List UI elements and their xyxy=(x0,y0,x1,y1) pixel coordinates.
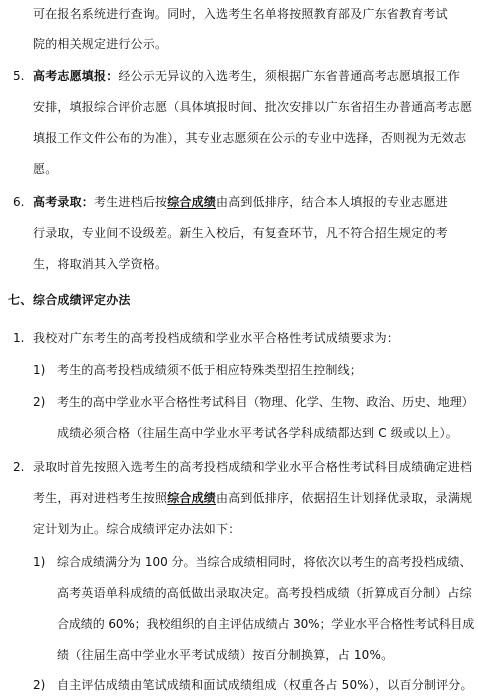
s7-item1-sub1-number: 1) xyxy=(33,363,46,377)
s7-item1-text: 我校对广东考生的高考投档成绩和学业水平合格性考试成绩要求为： xyxy=(33,331,400,345)
item5-line1-text: 经公示无异议的入选考生，须根据广东省普通高考志愿填报工作 xyxy=(118,69,461,83)
item6-line1-text-a: 考生进档后按 xyxy=(94,195,168,209)
item4-line2: 可在报名系统进行查询。同时，入选考生名单将按照教育部及广东省教育考试 xyxy=(33,7,448,21)
s7-item1-sub2-line1: 考生的高中学业水平合格性考试科目（物理、化学、生物、政治、历史、地理） xyxy=(57,395,474,409)
item5-line3: 填报工作文件公布的为准），其专业志愿须在公示的专业中选择，否则视为无效志 xyxy=(33,131,467,145)
s7-item2-line2 xyxy=(33,490,472,506)
section7-title: 综合成绩评定办法 xyxy=(33,293,131,307)
s7-item2-composite-score: 综合成绩 xyxy=(167,491,217,505)
item6-title: 高考录取： xyxy=(33,195,95,209)
item5-title: 高考志愿填报： xyxy=(33,69,119,83)
item5-line1 xyxy=(33,68,460,84)
s7-item2-sub1-line1: 综合成绩满分为 100 分。当综合成绩相同时，将依次以考生的高考投档成绩、 xyxy=(57,555,472,569)
s7-item1-number: 1. xyxy=(13,331,25,345)
item5-line2: 安排，填报综合评价志愿（具体填报时间、批次安排以广东省招生办普通高考志愿 xyxy=(33,100,473,114)
s7-item2-sub1-line3: 合成绩的 60%；我校组织的自主评估成绩占 30%；学业水平合格性考试科目成 xyxy=(57,617,475,631)
s7-item2-sub1-line4: 绩（往届生高中学业水平考试成绩）按百分制换算，占 10%。 xyxy=(57,648,394,662)
s7-item2-sub1-line2: 高考英语单科成绩的高低做出录取决定。高考投档成绩（折算成百分制）占综 xyxy=(57,586,472,600)
item6-line3: 生，将取消其入学资格。 xyxy=(33,257,168,271)
item5-number: 5. xyxy=(13,69,25,83)
item6-line1 xyxy=(33,194,448,210)
section7-number: 七、 xyxy=(8,293,33,307)
s7-item1-sub1-text: 考生的高考投档成绩须不低于相应特殊类型招生控制线； xyxy=(57,363,363,377)
s7-item2-line2-text-c: 由高到低排序，依据招生计划择优录取，录满规 xyxy=(216,491,473,505)
s7-item2-number: 2. xyxy=(13,460,25,474)
s7-item2-sub2-number: 2) xyxy=(33,678,46,692)
item6-line2: 行录取，专业间不设级差。新生入校后，有复查环节，凡不符合招生规定的考 xyxy=(33,226,448,240)
item5-line4: 愿。 xyxy=(33,162,58,176)
item6-composite-score: 综合成绩 xyxy=(167,195,217,209)
s7-item2-line2-text-a: 考生，再对进档考生按照 xyxy=(33,491,168,505)
item6-line1-text-c: 由高到低排序，结合本人填报的专业志愿进 xyxy=(216,195,448,209)
s7-item2-line1: 录取时首先按照入选考生的高考投档成绩和学业水平合格性考试科目成绩确定进档 xyxy=(33,460,473,474)
s7-item2-line3: 定计划为止。综合成绩评定办法如下： xyxy=(33,522,241,536)
s7-item1-sub2-line2: 成绩必须合格（往届生高中学业水平考试各学科成绩都达到 C 级或以上）。 xyxy=(57,426,459,440)
s7-item1-sub2-number: 2) xyxy=(33,395,46,409)
item4-line3: 院的相关规定进行公示。 xyxy=(33,37,168,51)
s7-item2-sub2-line1: 自主评估成绩由笔试成绩和面试成绩组成（权重各占 50%），以百分制评分。 xyxy=(57,678,473,692)
s7-item2-sub1-number: 1) xyxy=(33,555,46,569)
item6-number: 6. xyxy=(13,195,25,209)
